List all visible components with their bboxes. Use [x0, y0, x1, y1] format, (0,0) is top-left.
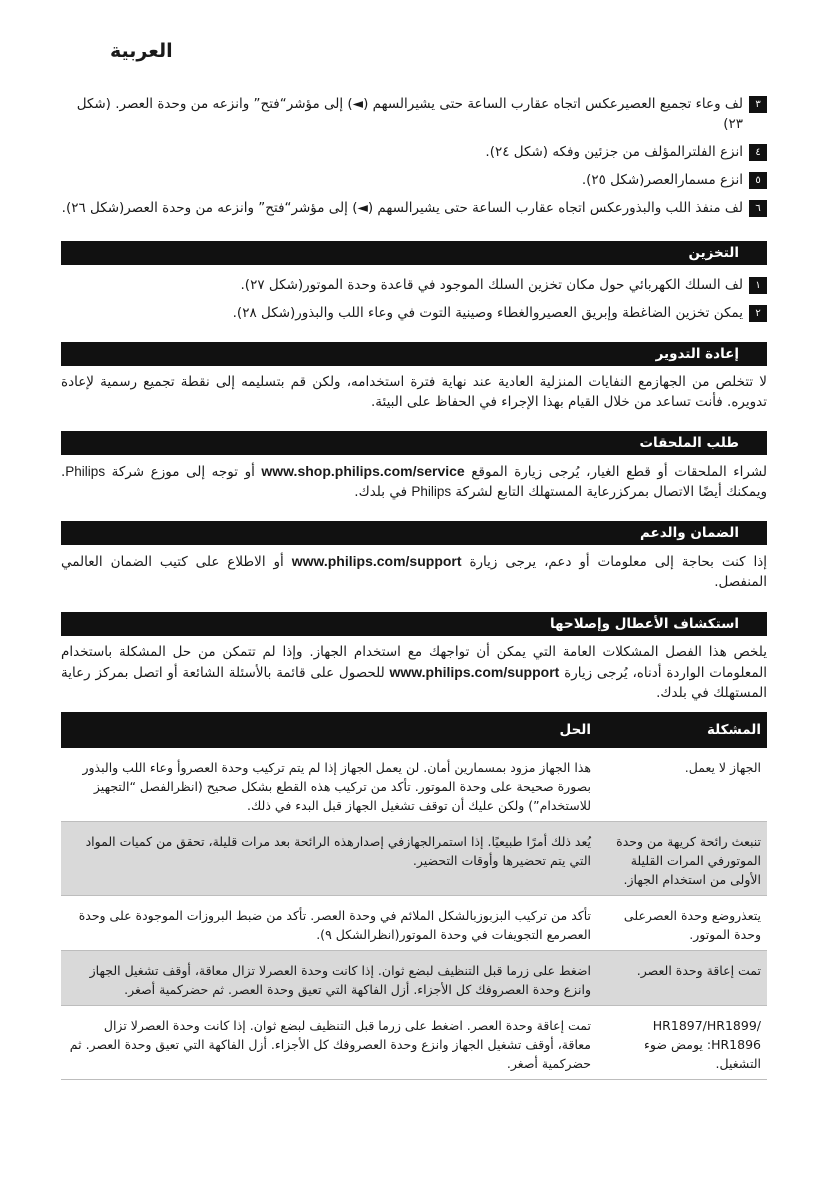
recycling-heading: إعادة التدوير — [61, 342, 767, 366]
solution-cell: تمت إعاقة وحدة العصر. اضغط على زرما قبل التنظيف لبضع ثوان. إذا كانت وحدة العصرلا تزال معاقة، أوقف تشغيل الجهاز وانزع وحدة العصروفك كل الأجزاء. أزل الفاكهة التي تعيق وحدة العصر. ثم حضركمية أصغر. — [61, 1006, 597, 1080]
text-segment: في بلدك. — [354, 484, 412, 500]
column-header-solution: الحل — [61, 712, 597, 748]
text-segment: . ويمكنك أيضًا الاتصال بمركزرعاية المستهلك التابع لشركة — [61, 464, 767, 500]
solution-cell: اضغط على زرما قبل التنظيف لبضع ثوان. إذا كانت وحدة العصرلا تزال معاقة، أوقف تشغيل الجهاز وانزع وحدة العصروفك كل الأجزاء. أزل الفاكهة التي تعيق وحدة العصر. ثم حضركمية أصغر. — [61, 951, 597, 1006]
table-row — [61, 748, 767, 822]
column-header-problem: المشكلة — [597, 712, 767, 748]
brand-name: Philips — [65, 464, 106, 479]
troubleshooting-table-wrap — [61, 712, 767, 1080]
solution-cell: تأكد من تركيب البزبوزبالشكل الملائم في وحدة العصر. تأكد من ضبط البروزات الموجودة على وحدة العصرمع التجويفات في وحدة الموتور(انظرالشكل ٩). — [61, 896, 597, 951]
text-segment: يلخص هذا الفصل المشكلات العامة التي يمكن أن تواجهك مع استخدام الجهاز. وإذا لم تتمكن من حل المشكلة باستخدام المعلومات الواردة أدناه، يُرجى زيارة — [61, 644, 767, 681]
storage-step-2 — [61, 303, 767, 323]
storage-step-1 — [61, 275, 767, 295]
problem-cell: HR1897/HR1899/ HR1896: يومض ضوء التشغيل. — [597, 1006, 767, 1080]
table-row — [61, 822, 767, 896]
step-text: لف السلك الكهربائي حول مكان تخزين السلك الموجود في قاعدة وحدة الموتور(شكل ٢٧). — [240, 277, 743, 293]
table-row — [61, 951, 767, 1006]
recycling-section — [61, 342, 767, 412]
step-6 — [61, 198, 767, 218]
problem-cell: تنبعث رائحة كريهة من وحدة الموتورفي المرات القليلة الأولى من استخدام الجهاز. — [597, 822, 767, 896]
table-row — [61, 896, 767, 951]
step-5 — [61, 170, 767, 190]
step-4 — [61, 142, 767, 162]
text-segment: لشراء الملحقات أو قطع الغيار، يُرجى زيارة الموقع — [464, 464, 767, 480]
problem-cell: تمت إعاقة وحدة العصر. — [597, 951, 767, 1006]
solution-cell: هذا الجهاز مزود بمسمارين أمان. لن يعمل الجهاز إذا لم يتم تركيب وحدة العصروأ وعاء اللب والبذور بصورة صحيحة على وحدة الموتور. تأكد من تركيب هذه القطع بشكل صحيح (انظرالفصل “التجهيز للاستخدام”) ولكن عليك أن توقف تشغيل الجهاز قبل البدء في ذلك. — [61, 748, 597, 822]
text-segment: أو الاطلاع على كتيب الضمان العالمي المنفصل. — [61, 554, 767, 590]
step-3 — [61, 94, 767, 134]
step-number: ٦ — [749, 200, 767, 217]
troubleshooting-table — [61, 712, 767, 1080]
troubleshooting-section — [61, 612, 767, 703]
accessories-heading: طلب الملحقات — [61, 431, 767, 455]
recycling-text: لا تتخلص من الجهازمع النفايات المنزلية العادية عند نهاية فترة استخدامه، ولكن قم بتسليمه إلى نقطة تجميع رسمية لإعادة تدويره. فأنت تساعد من خلال القيام بهذا الإجراء في الحفاظ على البيئة. — [61, 374, 767, 410]
cleaning-steps — [61, 94, 767, 226]
shop-url-link[interactable]: www.shop.philips.com/service — [261, 463, 465, 479]
accessories-section — [61, 431, 767, 502]
brand-name: Philips — [411, 484, 452, 499]
guarantee-section — [61, 521, 767, 592]
problem-cell: الجهاز لا يعمل. — [597, 748, 767, 822]
problem-cell: يتعذروضع وحدة العصرعلى وحدة الموتور. — [597, 896, 767, 951]
step-text: يمكن تخزين الضاغطة وإبريق العصيروالغطاء وصينية التوت في وعاء اللب والبذور(شكل ٢٨). — [232, 305, 743, 321]
storage-section — [61, 241, 767, 331]
accessories-text — [61, 455, 767, 502]
step-number: ٥ — [749, 172, 767, 189]
step-number: ٢ — [749, 305, 767, 322]
step-text: لف وعاء تجميع العصيرعكس اتجاه عقارب الساعة حتى يشيرالسهم (◄) إلى مؤشر“فتح” وانزعه من وحدة العصر. (شكل ٢٣) — [76, 96, 743, 132]
table-row — [61, 1006, 767, 1080]
text-segment: للحصول على قائمة بالأسئلة الشائعة أو اتصل بمركز رعاية المستهلك في بلدك. — [61, 665, 767, 701]
guarantee-heading: الضمان والدعم — [61, 521, 767, 545]
text-segment: أو توجه إلى موزع شركة — [105, 464, 262, 480]
step-number: ١ — [749, 277, 767, 294]
table-header-row — [61, 712, 767, 748]
troubleshooting-heading: استكشاف الأعطال وإصلاحها — [61, 612, 767, 636]
solution-cell: يُعد ذلك أمرًا طبيعيًا. إذا استمرالجهازفي إصدارهذه الرائحة بعد مرات قليلة، تحقق من كميات المواد التي يتم تحضيرها وأوقات التحضير. — [61, 822, 597, 896]
step-number: ٣ — [749, 96, 767, 113]
support-url-link[interactable]: www.philips.com/support — [291, 553, 462, 569]
troubleshooting-text — [61, 636, 767, 703]
text-segment: إذا كنت بحاجة إلى معلومات أو دعم، يرجى زيارة — [461, 554, 767, 570]
step-text: لف منفذ اللب والبذورعكس اتجاه عقارب الساعة حتى يشيرالسهم (◄) إلى مؤشر“فتح” وانزعه من وحدة العصر(شكل ٢٦). — [61, 200, 743, 216]
support-url-link[interactable]: www.philips.com/support — [389, 664, 560, 680]
storage-heading: التخزين — [61, 241, 767, 265]
step-text: انزع مسمارالعصر(شكل ٢٥). — [581, 172, 743, 188]
guarantee-text — [61, 545, 767, 592]
step-text: انزع الفلترالمؤلف من جزئين وفكه (شكل ٢٤). — [485, 144, 743, 160]
step-number: ٤ — [749, 144, 767, 161]
language-title: العربية — [110, 40, 173, 62]
